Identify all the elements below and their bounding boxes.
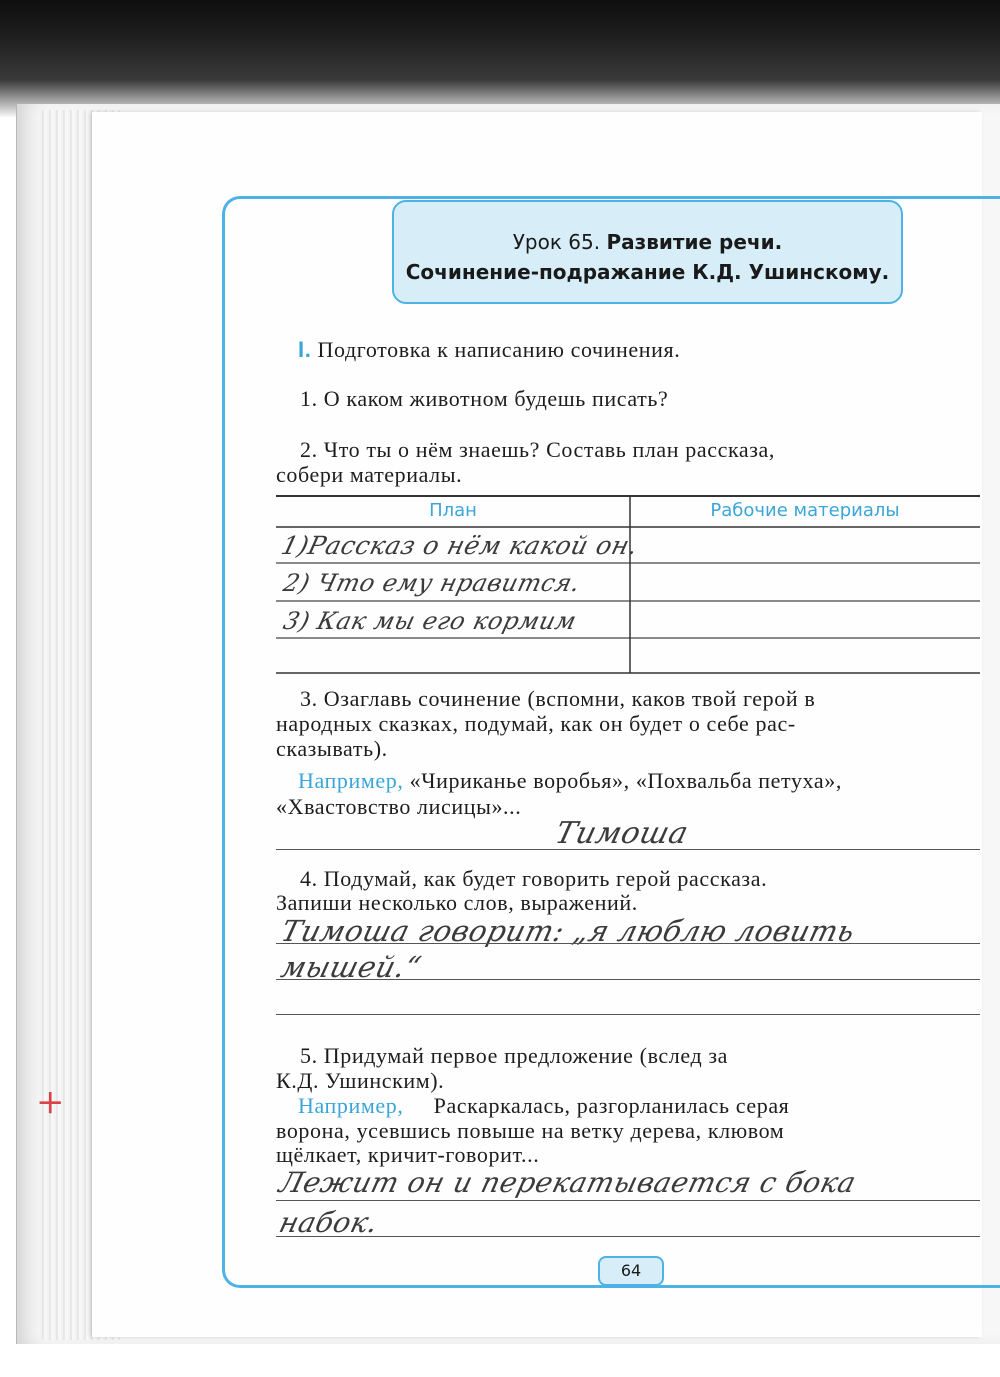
page-number: 64 <box>598 1256 664 1286</box>
task-4-line-1: 4. Подумай, как будет говорить герой рассказа. <box>300 866 768 891</box>
task-5-example <box>298 1093 789 1119</box>
lesson-number: Урок 65. <box>512 230 601 254</box>
task-4-line-2: Запиши несколько слов, выражений. <box>276 890 638 915</box>
task-3-line-2: народных сказках, подумай, как он будет о себе рас- <box>276 711 796 736</box>
task-2-line-2: собери материалы. <box>276 462 463 487</box>
answer-line <box>276 1236 980 1237</box>
example-text: Раскаркалась, разгорланилась серая <box>433 1093 790 1118</box>
task-3-example-line-2: «Хвастовство лисицы»... <box>276 794 522 819</box>
lesson-subtitle: Сочинение-подражание К.Д. Ушинскому. <box>405 260 890 284</box>
task-5-example-line-3: щёлкает, кричит-говорит... <box>276 1142 540 1167</box>
materials-column-header: Рабочие материалы <box>710 500 900 521</box>
task-1-text: 1. О каком животном будешь писать? <box>300 386 669 411</box>
first-sentence-line-2: набок. <box>275 1206 382 1239</box>
section-heading <box>298 337 680 363</box>
task-5-line-1: 5. Придумай первое предложение (вслед за <box>300 1043 728 1068</box>
example-label: Например, <box>298 768 404 793</box>
speech-answer-line-1: Тимоша говорит: „я люблю ловить <box>277 914 859 948</box>
plan-row-3: 3) Как мы его кормим <box>280 607 580 635</box>
plan-table <box>276 495 980 675</box>
task-5-line-2: К.Д. Ушинским). <box>276 1068 445 1093</box>
title-answer: Тимоша <box>551 816 692 851</box>
answer-line <box>276 943 980 944</box>
plan-row-2: 2) Что ему нравится. <box>280 569 584 597</box>
task-3-line-3: сказывать). <box>276 736 388 761</box>
lesson-topic: Развитие речи. <box>606 230 783 254</box>
example-label: Например, <box>298 1093 404 1118</box>
lesson-title <box>394 230 901 254</box>
task-2-line-1: 2. Что ты о нём знаешь? Составь план рассказа, <box>300 437 776 462</box>
example-text: «Чириканье воробья», «Похвальба петуха», <box>409 768 842 793</box>
answer-line <box>276 979 980 980</box>
first-sentence-line-1: Лежит он и перекатывается с бока <box>275 1166 860 1199</box>
section-title: Подготовка к написанию сочинения. <box>317 337 681 362</box>
task-3-line-1: 3. Озаглавь сочинение (вспомни, каков твой герой в <box>300 686 816 711</box>
task-5-example-line-2: ворона, усевшись повыше на ветку дерева, клювом <box>276 1118 785 1143</box>
speech-answer-line-2: мышей.“ <box>277 950 425 984</box>
plan-row-1: 1)Рассказ о нём какой он. <box>278 531 642 560</box>
task-3-example <box>298 768 842 794</box>
answer-line <box>276 1200 980 1201</box>
scanner-background <box>0 0 1000 118</box>
plan-column-header: План <box>429 500 477 521</box>
answer-line <box>276 849 980 850</box>
section-number: I. <box>298 337 312 362</box>
lesson-header <box>392 200 903 304</box>
answer-line <box>276 1014 980 1015</box>
margin-mark: + <box>36 1082 65 1122</box>
